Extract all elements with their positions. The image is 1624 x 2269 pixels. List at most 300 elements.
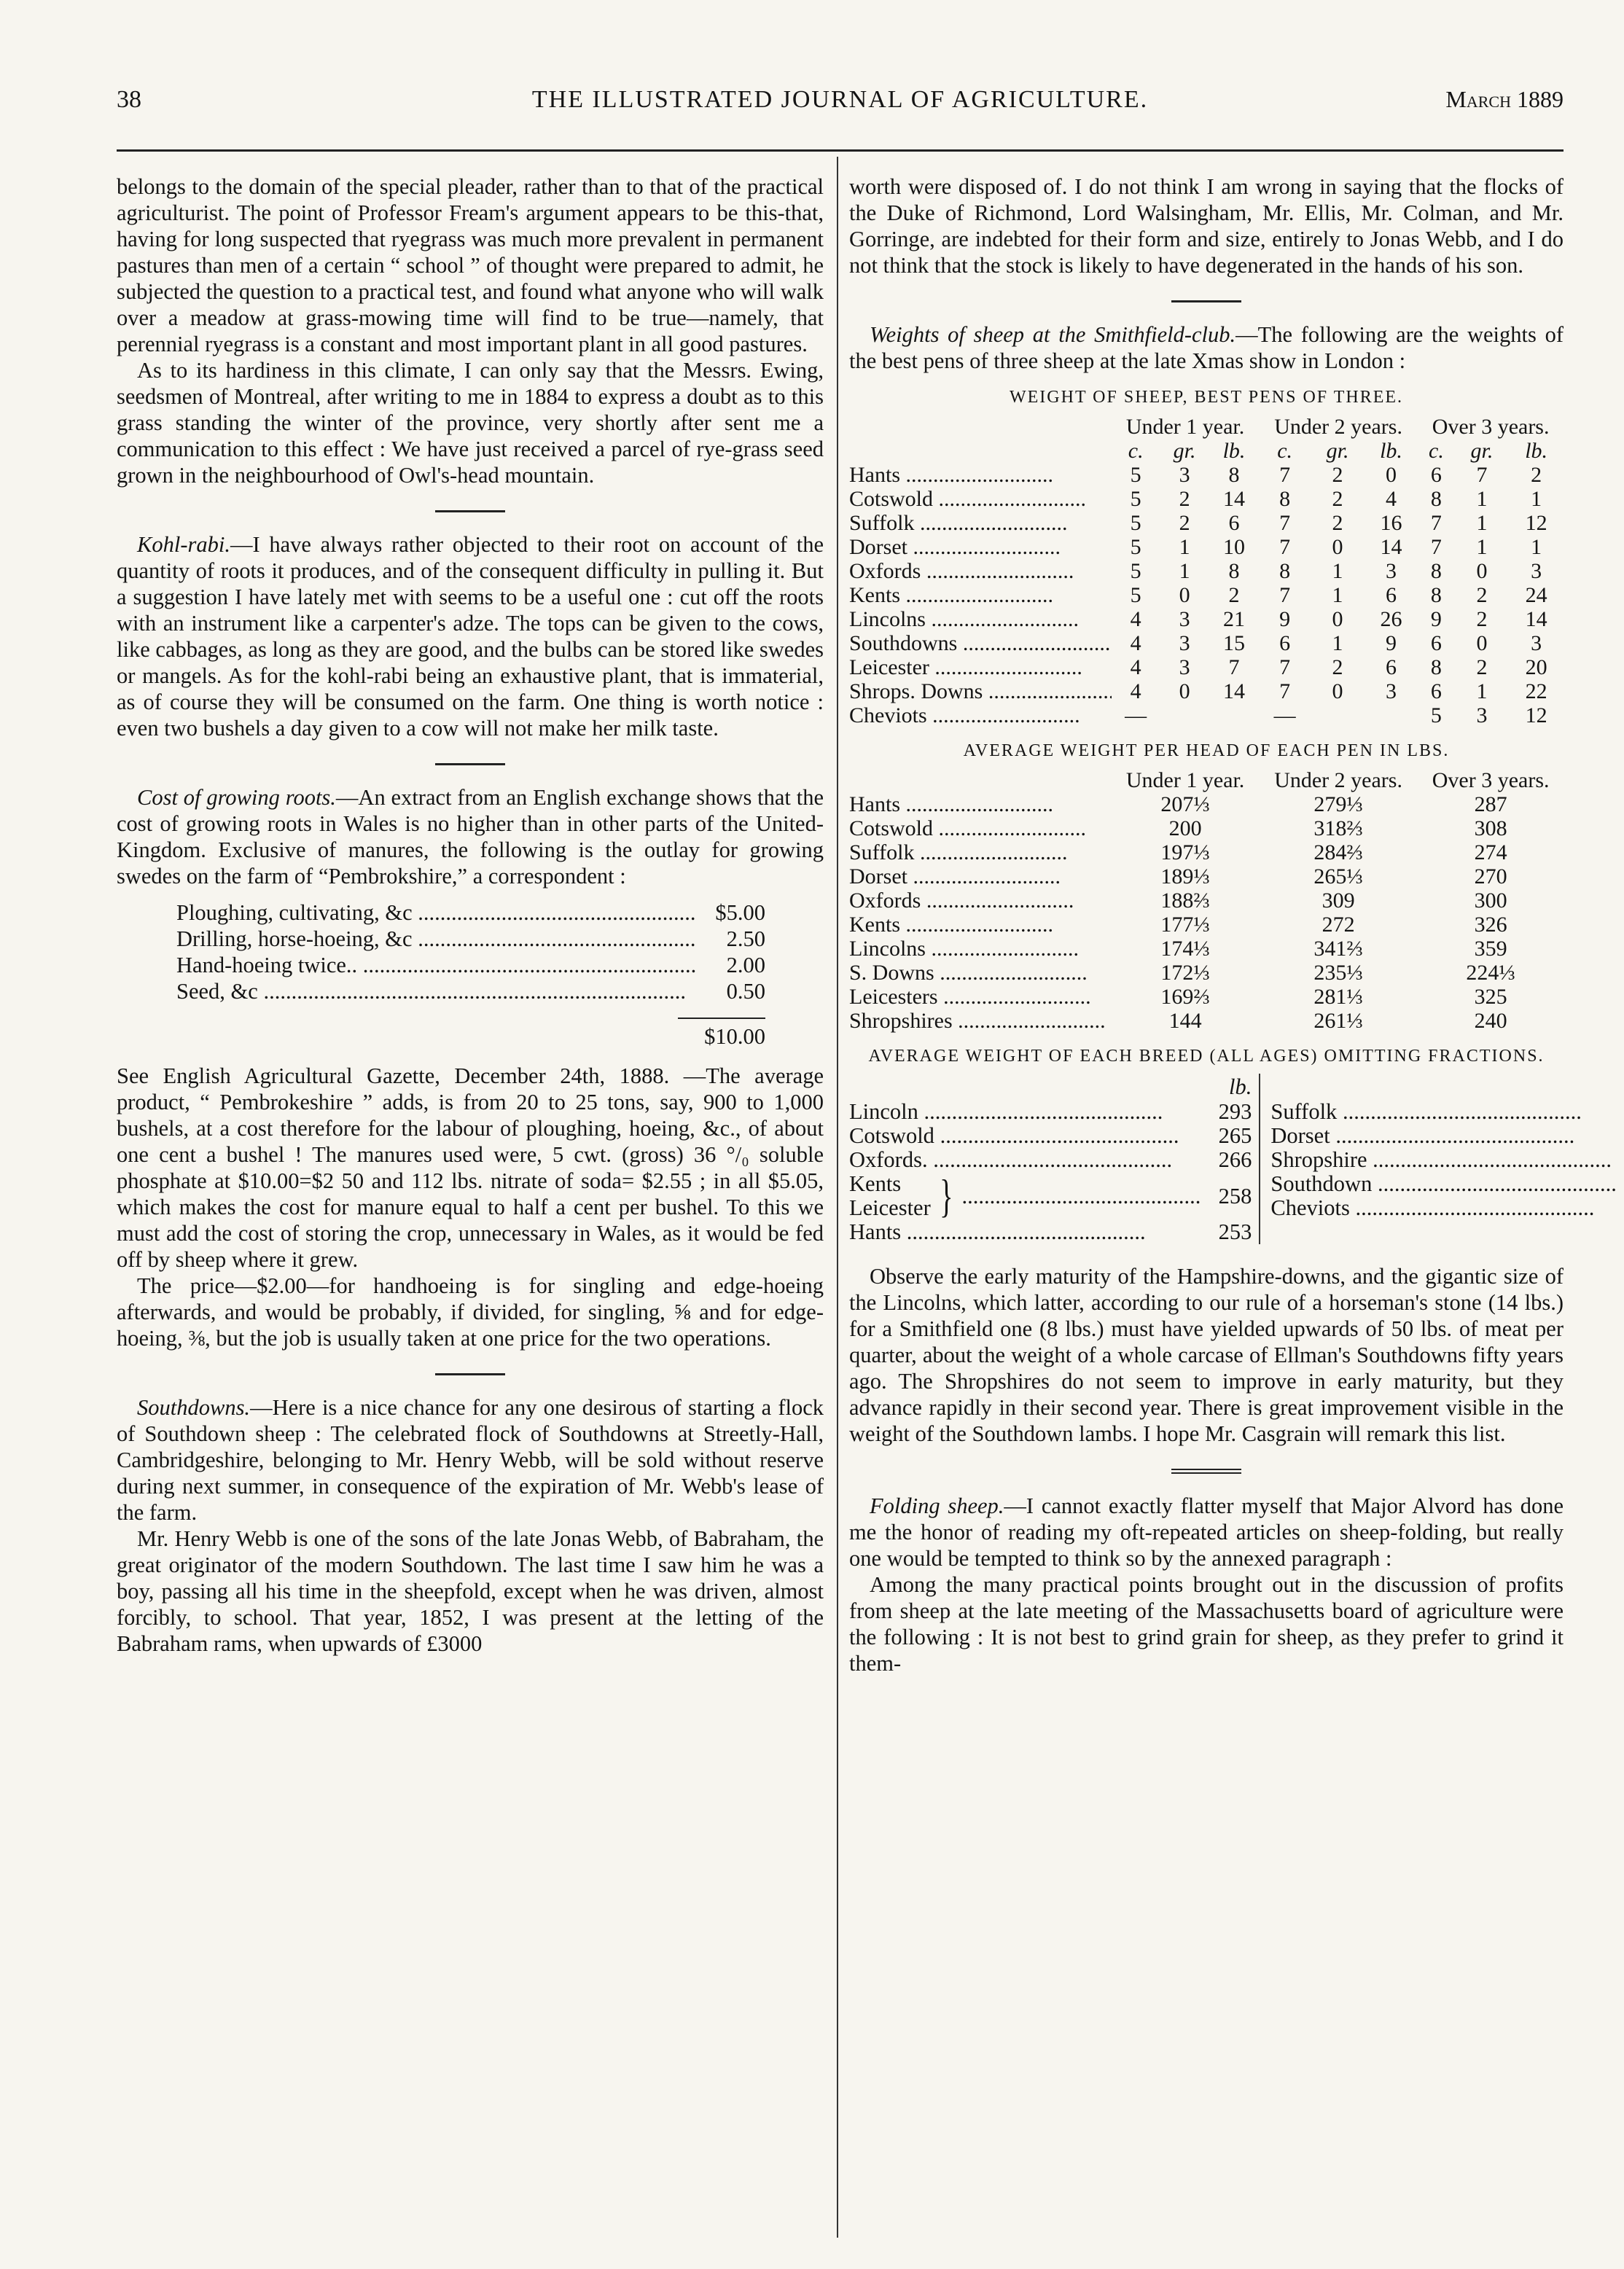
paragraph: The price—$2.00—for handhoeing is for singling and edge-hoeing afterwards, and would be probably, if divided, for singling, ⅝ and for edge-hoeing, ⅜, but the job is usually taken at one price for the two operations. (117, 1273, 824, 1351)
table-row (849, 583, 1564, 607)
weight-cell (1209, 703, 1259, 727)
weight-cell: 7 (1279, 535, 1291, 559)
paragraph: Among the many practical points brought out in the discussion of profits from sheep at the late meeting of the Massachusetts board of agriculture were the following : It is not best to grind grain for sheep, as they prefer to grind it them- (849, 1572, 1564, 1676)
table-row (849, 463, 1564, 487)
breed-row-braced (849, 1172, 1252, 1220)
weight-cell: 12 (1525, 511, 1547, 535)
total-rule (678, 1018, 765, 1019)
table-header-row (849, 415, 1564, 439)
average-weight-cell: 281⅓ (1313, 985, 1363, 1009)
weights-table (849, 415, 1564, 727)
breed-name (849, 607, 1112, 631)
weight-cell: 4 (1386, 487, 1397, 511)
weight-cell: 4 (1130, 679, 1141, 703)
section-rule (435, 1373, 505, 1375)
breed-name (849, 535, 1112, 559)
section-heading: Southdowns. (137, 1395, 251, 1420)
breed-name (849, 816, 1112, 840)
weight-cell: 0 (1179, 679, 1190, 703)
breed-name-text: Kents ..... (849, 913, 1053, 937)
weight-cell: 2 (1476, 607, 1488, 631)
weight-cell: 3 (1531, 559, 1542, 583)
breed-name (849, 511, 1112, 535)
cost-label: Seed, &c ..... (176, 978, 695, 1004)
average-weight-cell: 235⅓ (1313, 961, 1363, 985)
weight-cell: 15 (1222, 631, 1245, 655)
table-row (849, 792, 1564, 816)
weight-cell: 0 (1386, 463, 1397, 487)
weight-cell: 0 (1476, 559, 1488, 583)
weight-cell: 2 (1332, 655, 1343, 679)
breed-name: Dorset ..... (1270, 1124, 1616, 1148)
weight-cell: 1 (1531, 487, 1542, 511)
table-row (849, 535, 1564, 559)
weight-cell: 8 (1279, 487, 1291, 511)
page-number: 38 (117, 86, 141, 113)
weight-cell: 7 (1430, 535, 1442, 559)
average-weight-table (849, 768, 1564, 1033)
table-row (849, 840, 1564, 864)
breed-weight: 266 (1218, 1147, 1252, 1172)
weight-cell: 1 (1476, 487, 1488, 511)
table-row (849, 655, 1564, 679)
breed-row (1270, 1148, 1624, 1172)
average-weight-cell: 279⅓ (1313, 792, 1363, 816)
weight-cell: 8 (1279, 559, 1291, 583)
weight-cell: 14 (1380, 535, 1402, 559)
weight-cell: 1 (1476, 679, 1488, 703)
paragraph: —The following are the weights of the best pens of three sheep at the late Xmas show in London : (849, 322, 1564, 373)
weight-cell: 3 (1179, 631, 1190, 655)
weight-cell: 21 (1222, 607, 1245, 631)
weight-cell: 3 (1531, 631, 1542, 655)
weight-cell: 2 (1332, 487, 1343, 511)
column-group-header: Under 2 years. (1274, 415, 1402, 439)
table-row (849, 487, 1564, 511)
cost-value: $5.00 (715, 900, 765, 925)
breed-name (849, 655, 1112, 679)
average-weight-cell: 287 (1474, 792, 1507, 816)
braced-names (849, 1172, 931, 1220)
breed-name (849, 961, 1112, 985)
weight-cell: 8 (1430, 583, 1442, 607)
weight-cell: 7 (1279, 679, 1291, 703)
column-header: Over 3 years. (1432, 768, 1550, 792)
breed-name (849, 913, 1112, 937)
article-kohl-rabi (117, 531, 824, 741)
weight-cell: 2 (1531, 463, 1542, 487)
weight-cell: 9 (1430, 607, 1442, 631)
cost-value: 0.50 (726, 979, 765, 1004)
section-rule (435, 510, 505, 512)
section-rule (1171, 1469, 1241, 1474)
weight-cell: 2 (1476, 655, 1488, 679)
table-row (849, 631, 1564, 655)
weight-cell: — (1273, 703, 1296, 727)
weight-cell: 16 (1380, 511, 1402, 535)
weight-cell (1365, 703, 1418, 727)
breed-name: Leicester (849, 1195, 931, 1220)
average-weight-cell: 284⅔ (1313, 840, 1363, 864)
unit-header: gr. (1470, 439, 1494, 463)
breed-name (849, 463, 1112, 487)
table-row (849, 889, 1564, 913)
average-weight-cell: 172⅓ (1160, 961, 1210, 985)
brace-symbol: } (939, 1170, 953, 1222)
weight-cell: 2 (1228, 583, 1240, 607)
weight-cell: 7 (1279, 463, 1291, 487)
article-smithfield-weights (849, 321, 1564, 374)
breed-name: Shropshire ..... (1270, 1148, 1616, 1172)
breed-name: Southdown ..... (1270, 1172, 1616, 1196)
breed-name-text: Cotswold ..... (849, 816, 1086, 840)
journal-title: THE ILLUSTRATED JOURNAL OF AGRICULTURE. (531, 86, 1149, 113)
section-heading: Cost of growing roots. (137, 785, 336, 810)
table-row (849, 864, 1564, 889)
weight-cell: 5 (1130, 463, 1141, 487)
weight-cell: 7 (1476, 463, 1488, 487)
average-weight-cell: 174⅓ (1160, 937, 1210, 961)
weight-cell: 8 (1228, 463, 1240, 487)
article-southdowns (117, 1394, 824, 1526)
weight-cell: 5 (1130, 559, 1141, 583)
weight-cell: 5 (1130, 583, 1141, 607)
average-weight-table-body (849, 792, 1564, 1033)
breed-name (849, 559, 1112, 583)
table-row (849, 703, 1564, 727)
breed-name-text: Oxfords ..... (849, 889, 1074, 913)
average-weight-cell: 309 (1322, 889, 1355, 913)
paragraph: Observe the early maturity of the Hampshire-downs, and the gigantic size of the Lincolns, which latter, according to our rule of a horseman's stone (14 lbs.) for a Smithfield one (8 lbs.) must have yielded upwards of 50 lbs. of meat per quarter, about the weight of a whole carcase of Ellman's Southdowns fifty years ago. The Shropshires do not seem to improve in early maturity, but they advance rapidly in their second year. There is great improvement visible in the weight of the Southdown lambs. I hope Mr. Casgrain will remark this list. (849, 1264, 1564, 1446)
weight-cell: 6 (1386, 583, 1397, 607)
weight-cell: 0 (1332, 607, 1343, 631)
breed-name-text: Kents ..... (849, 583, 1053, 607)
weight-cell: 1 (1531, 535, 1542, 559)
average-weight-cell: 359 (1474, 937, 1507, 961)
page-header (117, 86, 1564, 130)
paragraph: worth were disposed of. I do not think I am wrong in saying that the flocks of the Duke of Richmond, Lord Walsingham, Mr. Ellis, Mr. Colman, and Mr. Gorringe, are indebted for their form and size, entirely to Jonas Webb, and I do not think that the stock is likely to have degenerated in the hands of his son. (849, 174, 1564, 278)
table-title: WEIGHT OF SHEEP, BEST PENS OF THREE. (1009, 388, 1404, 407)
weight-cell: 9 (1386, 631, 1397, 655)
breed-name-text: Lincolns ..... (849, 607, 1079, 631)
table-row (849, 1009, 1564, 1033)
breed-name-text: Oxfords ..... (849, 559, 1074, 583)
weight-cell: 6 (1430, 463, 1442, 487)
average-weight-cell: 270 (1474, 864, 1507, 889)
weight-cell: 6 (1430, 679, 1442, 703)
cost-total: $10.00 (704, 1024, 765, 1049)
unit-header (1270, 1074, 1624, 1100)
weight-cell: 2 (1179, 487, 1190, 511)
breed-name (849, 487, 1112, 511)
average-weight-cell: 188⅔ (1160, 889, 1210, 913)
section-heading: Kohl-rabi. (137, 532, 230, 557)
paragraph: —An extract from an English exchange shows that the cost of growing roots in Wales is no higher than in other parts of the United-Kingdom. Exclusive of manures, the following is the outlay for growing swedes on the farm of “Pembrokshire,” a correspondent : (117, 785, 824, 889)
average-weight-cell: 274 (1474, 840, 1507, 864)
unit-header: gr. (1173, 439, 1196, 463)
average-weight-cell: 265⅓ (1313, 864, 1363, 889)
right-column (849, 173, 1564, 1676)
breed-row (1270, 1100, 1624, 1124)
paragraph: See English Agricultural Gazette, December 24th, 1888. —The average product, “ Pembrokeshire ” adds, is from 20 to 25 tons, say, 900 to 1,000 bushels, at a cost therefore for the labour of ploughing, hoeing, &c., of about one cent a bushel ! The manures used were, 5 cwt. (gross) 36 °/₀ soluble phosphate at $10.00=$2 50 and 112 lbs. nitrate of soda= $2.55 ; in all $5.05, which makes the cost for manure equal to half a cent per bushel. To this we must add the cost of storing the crop, unnecessary in Wales, as it would be fed off by sheep where it grew. (117, 1063, 824, 1272)
weight-cell: 0 (1476, 631, 1488, 655)
unit-header: c. (1277, 439, 1293, 463)
breed-row (1270, 1196, 1624, 1220)
weight-cell: 0 (1179, 583, 1190, 607)
cost-row (176, 899, 765, 926)
unit-header: gr. (1326, 439, 1349, 463)
cost-label: Ploughing, cultivating, &c ..... (176, 899, 695, 926)
column-divider (837, 157, 838, 2238)
weight-cell: 7 (1430, 511, 1442, 535)
unit-header: c. (1429, 439, 1444, 463)
breed-name: Suffolk ..... (1270, 1100, 1616, 1124)
column-header: Under 2 years. (1274, 768, 1402, 792)
weight-cell: 8 (1430, 655, 1442, 679)
average-weight-cell: 325 (1474, 985, 1507, 1009)
breed-row (849, 1124, 1252, 1148)
breed-name-text: Lincolns ..... (849, 937, 1079, 961)
issue-date: March 1889 (1445, 86, 1564, 112)
table-header-row (849, 768, 1564, 792)
weight-cell: 2 (1179, 511, 1190, 535)
table-row (849, 937, 1564, 961)
breed-name-text: Hants ..... (849, 792, 1053, 816)
breed-name: Hants ..... (849, 1220, 1201, 1244)
breed-name-text: Cheviots ..... (849, 703, 1080, 727)
breed-name (849, 631, 1112, 655)
table-row (849, 913, 1564, 937)
weight-cell: 1 (1476, 535, 1488, 559)
breed-name-text: Southdowns ..... (849, 631, 1110, 655)
weight-cell (1311, 703, 1364, 727)
breed-name (849, 679, 1112, 703)
breed-row (1270, 1124, 1624, 1148)
weight-cell: 1 (1332, 559, 1343, 583)
weight-cell: 8 (1430, 487, 1442, 511)
weight-cell: 9 (1279, 607, 1291, 631)
average-weight-cell: 300 (1474, 889, 1507, 913)
breed-name (849, 889, 1112, 913)
weight-cell: 8 (1430, 559, 1442, 583)
breed-row (849, 1148, 1252, 1172)
breed-name-text: Shrops. Downs ..... (849, 679, 1112, 703)
table-row (849, 985, 1564, 1009)
weight-cell: 20 (1525, 655, 1547, 679)
breed-weight: 265 (1218, 1123, 1252, 1148)
breed-name-text: Cotswold ..... (849, 487, 1086, 511)
dot-leader (961, 1184, 1201, 1208)
cost-label: Drilling, horse-hoeing, &c ..... (176, 926, 695, 952)
cost-value: 2.50 (726, 926, 765, 951)
cost-row (176, 926, 765, 952)
weight-cell: 6 (1386, 655, 1397, 679)
breed-name-text: Hants ..... (849, 463, 1053, 487)
column-group-header: Under 1 year. (1125, 415, 1245, 439)
average-weight-cell: 224⅓ (1466, 961, 1515, 985)
weight-cell: 4 (1130, 631, 1141, 655)
breed-name-text: Dorset ..... (849, 535, 1061, 559)
weight-cell: 6 (1279, 631, 1291, 655)
breed-name-text: S. Downs ..... (849, 961, 1088, 985)
weight-cell: 1 (1476, 511, 1488, 535)
breed-name-text: Leicester ..... (849, 655, 1082, 679)
weight-cell: 24 (1525, 583, 1547, 607)
breed-weight: 293 (1218, 1099, 1252, 1124)
unit-header-row (849, 439, 1564, 463)
section-rule (1171, 300, 1241, 302)
weight-cell: 2 (1332, 463, 1343, 487)
weight-cell: 7 (1279, 511, 1291, 535)
table-row (849, 607, 1564, 631)
unit-header: lb. (1525, 439, 1548, 463)
paragraph: Mr. Henry Webb is one of the sons of the late Jonas Webb, of Babraham, the great originator of the modern Southdown. The last time I saw him he was a boy, passing all his time in the sheepfold, except when he was driven, almost forcibly, to school. That year, 1852, I was present at the letting of the Babraham rams, when upwards of £3000 (117, 1526, 824, 1656)
column-group-header: Over 3 years. (1432, 415, 1550, 439)
breed-row (1270, 1172, 1624, 1196)
paragraph: —I cannot exactly flatter myself that Major Alvord has done me the honor of reading my oft-repeated articles on sheep-folding, but really one would be tempted to think so by the annexed paragraph : (849, 1493, 1564, 1571)
left-column (117, 173, 824, 1657)
breed-name: Lincoln ..... (849, 1100, 1201, 1124)
weight-cell: 3 (1386, 559, 1397, 583)
breed-name (849, 703, 1112, 727)
weight-cell: 4 (1130, 607, 1141, 631)
breed-name-text: Dorset ..... (849, 864, 1061, 889)
unit-header: lb. (1229, 1074, 1252, 1099)
breed-weight-table (849, 1074, 1564, 1244)
weight-cell: 5 (1130, 535, 1141, 559)
section-rule (435, 763, 505, 765)
breed-weight: 258 (1218, 1183, 1252, 1208)
weight-cell: 2 (1332, 511, 1343, 535)
header-rule (117, 149, 1564, 152)
cost-row (176, 978, 765, 1004)
paragraph: belongs to the domain of the special pleader, rather than to that of the practical agriculturist. The point of Professor Fream's argument appears to be this-that, having for long suspected that ryegrass was much more prevalent in permanent pastures than men of a certain “ school ” of thought were prepared to admit, he subjected the question to a practical test, and found what anyone who will walk over a meadow at grass-mowing time will find to be true—namely, that perennial ryegrass is a constant and most important plant in all good pastures. (117, 174, 824, 356)
weight-cell: 5 (1130, 487, 1141, 511)
weight-cell: 7 (1228, 655, 1240, 679)
cost-value: 2.00 (726, 953, 765, 977)
article-folding-sheep (849, 1493, 1564, 1571)
table-row (849, 559, 1564, 583)
average-weight-cell: 207⅓ (1160, 792, 1210, 816)
weights-table-body (849, 463, 1564, 727)
weight-cell: 7 (1279, 655, 1291, 679)
weight-cell: 0 (1332, 679, 1343, 703)
table-title: AVERAGE WEIGHT PER HEAD OF EACH PEN IN LBS. (963, 741, 1450, 760)
column-header: Under 1 year. (1125, 768, 1245, 792)
average-weight-cell: 144 (1168, 1009, 1202, 1033)
weight-cell: 7 (1279, 583, 1291, 607)
average-weight-cell: 200 (1168, 816, 1202, 840)
table-row (849, 511, 1564, 535)
average-weight-cell: 197⅓ (1160, 840, 1210, 864)
breed-name: Oxfords. ..... (849, 1148, 1201, 1172)
weight-cell: 5 (1130, 511, 1141, 535)
breed-name (849, 937, 1112, 961)
cost-label: Hand-hoeing twice.. ..... (176, 952, 695, 978)
cost-row (176, 952, 765, 978)
weight-cell: 6 (1430, 631, 1442, 655)
breed-row (849, 1220, 1252, 1244)
breed-name (849, 840, 1112, 864)
average-weight-cell: 272 (1322, 913, 1355, 937)
weight-cell: 6 (1228, 511, 1240, 535)
breed-weight: 253 (1218, 1219, 1252, 1244)
paragraph: As to its hardiness in this climate, I can only say that the Messrs. Ewing, seedsmen of Montreal, after writing to me in 1884 to express a doubt as to this grass standing the winter of the province, very shortly after sent me a communication to this effect : We have just received a parcel of rye-grass seed grown in the neighbourhood of Owl's-head mountain. (117, 358, 824, 488)
average-weight-cell: 189⅓ (1160, 864, 1210, 889)
breed-name-text: Suffolk ..... (849, 840, 1067, 864)
weight-cell: 14 (1222, 679, 1245, 703)
table-row (849, 961, 1564, 985)
breed-weight (1617, 1196, 1624, 1220)
weight-cell: 8 (1228, 559, 1240, 583)
weight-cell: 26 (1380, 607, 1402, 631)
weight-cell: 12 (1525, 703, 1547, 727)
weight-cell: 3 (1179, 607, 1190, 631)
breed-name (849, 864, 1112, 889)
weight-cell (1160, 703, 1209, 727)
breed-name-text: Shropshires ..... (849, 1009, 1106, 1033)
table-row (849, 816, 1564, 840)
paragraph: —Here is a nice chance for any one desirous of starting a flock of Southdown sheep : The celebrated flock of Southdowns at Streetly-Hall, Cambridgeshire, belonging to Mr. Henry Webb, will be sold without reserve during next summer, in consequence of the expiration of Mr. Webb's lease of the farm. (117, 1395, 824, 1525)
breed-weight (1617, 1124, 1624, 1148)
article-cost-of-roots (117, 784, 824, 889)
weight-cell: 14 (1222, 487, 1245, 511)
unit-header: lb. (1222, 439, 1246, 463)
average-weight-cell: 169⅔ (1160, 985, 1210, 1009)
table-row (849, 679, 1564, 703)
paragraph: —I have always rather objected to their root on account of the quantity of roots it produces, and of the consequent difficulty in pulling it. But a suggestion I have lately met with seems to be a useful one : cut off the roots with an instrument like a carpenter's adze. The tops can be given to the cows, like cabbages, as long as they are good, and the bulbs can be stored like swedes or mangels. As for the kohl-rabi being an exhaustive plant, that is immaterial, as of course they will be consumed on the farm. One thing is worth notice : even two bushels a day given to a cow will not make her milk taste. (117, 532, 824, 741)
average-weight-cell: 308 (1474, 816, 1507, 840)
weight-cell: 3 (1476, 703, 1488, 727)
weight-cell: 3 (1386, 679, 1397, 703)
breed-row (849, 1100, 1252, 1124)
breed-name (849, 792, 1112, 816)
breed-name: Cheviots ..... (1270, 1196, 1616, 1220)
breed-name (849, 583, 1112, 607)
unit-header: lb. (1380, 439, 1402, 463)
weight-cell: 22 (1525, 679, 1547, 703)
unit-header: c. (1128, 439, 1144, 463)
weight-cell: 1 (1179, 535, 1190, 559)
average-weight-cell: 261⅓ (1313, 1009, 1363, 1033)
breed-name: Kents (849, 1171, 902, 1196)
weight-cell: 1 (1179, 559, 1190, 583)
section-heading: Folding sheep. (870, 1493, 1004, 1518)
table-title: AVERAGE WEIGHT OF EACH BREED (ALL AGES) OMITTING FRACTIONS. (868, 1047, 1545, 1066)
weight-cell: 3 (1179, 463, 1190, 487)
breed-list-right (1260, 1074, 1624, 1244)
breed-name (849, 985, 1112, 1009)
breed-name-text: Leicesters ..... (849, 985, 1091, 1009)
weight-cell: 0 (1332, 535, 1343, 559)
breed-weight (1617, 1172, 1624, 1196)
breed-weight (1617, 1100, 1624, 1124)
weight-cell: 5 (1430, 703, 1442, 727)
weight-cell: 14 (1525, 607, 1547, 631)
weight-cell: — (1125, 703, 1147, 727)
weight-cell: 4 (1130, 655, 1141, 679)
weight-cell: 1 (1332, 583, 1343, 607)
breed-name (849, 1009, 1112, 1033)
weight-cell: 1 (1332, 631, 1343, 655)
weight-cell: 2 (1476, 583, 1488, 607)
average-weight-cell: 240 (1474, 1009, 1507, 1033)
breed-name: Cotswold ..... (849, 1124, 1201, 1148)
breed-weight (1617, 1148, 1624, 1172)
section-heading: Weights of sheep at the Smithfield-club. (870, 322, 1236, 347)
average-weight-cell: 318⅔ (1313, 816, 1363, 840)
weight-cell: 3 (1179, 655, 1190, 679)
